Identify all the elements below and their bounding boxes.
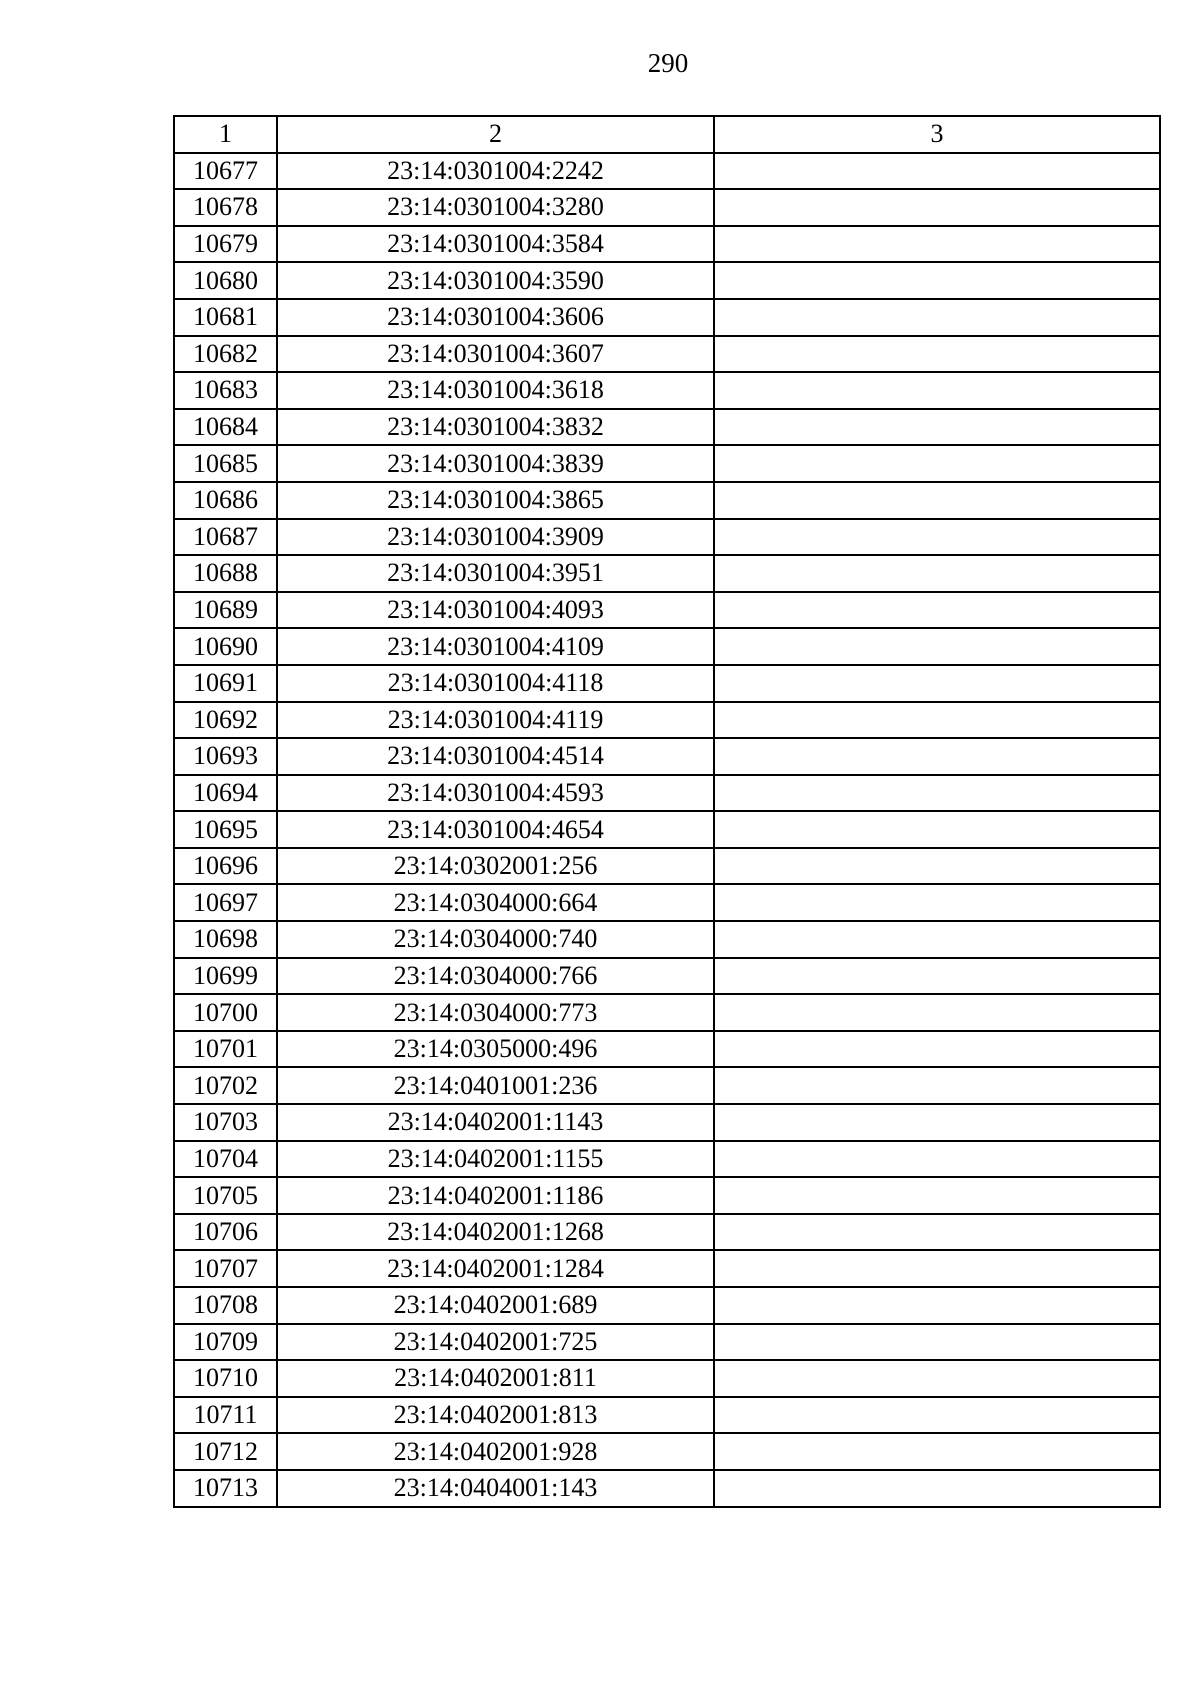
table-row — [174, 1433, 1160, 1470]
row-number-cell: 10692 — [174, 702, 277, 739]
table-row — [174, 775, 1160, 812]
table-row — [174, 665, 1160, 702]
table-row — [174, 555, 1160, 592]
table-row — [174, 372, 1160, 409]
table-body — [174, 153, 1160, 1507]
table-row — [174, 1031, 1160, 1068]
cadastral-number-cell: 23:14:0402001:1155 — [277, 1141, 714, 1178]
row-number-cell: 10678 — [174, 189, 277, 226]
table-row — [174, 519, 1160, 556]
cadastral-number-cell: 23:14:0402001:813 — [277, 1397, 714, 1434]
note-cell — [714, 848, 1160, 885]
row-number-cell: 10696 — [174, 848, 277, 885]
table-row — [174, 189, 1160, 226]
note-cell — [714, 884, 1160, 921]
cadastral-number-cell: 23:14:0305000:496 — [277, 1031, 714, 1068]
cadastral-number-cell: 23:14:0301004:3280 — [277, 189, 714, 226]
row-number-cell: 10700 — [174, 994, 277, 1031]
cadastral-number-cell: 23:14:0402001:1143 — [277, 1104, 714, 1141]
table-row — [174, 958, 1160, 995]
note-cell — [714, 1250, 1160, 1287]
table-row — [174, 445, 1160, 482]
row-number-cell: 10686 — [174, 482, 277, 519]
cadastral-number-cell: 23:14:0302001:256 — [277, 848, 714, 885]
table-header — [174, 116, 1160, 153]
row-number-cell: 10703 — [174, 1104, 277, 1141]
cadastral-number-cell: 23:14:0401001:236 — [277, 1067, 714, 1104]
row-number-cell: 10712 — [174, 1433, 277, 1470]
note-cell — [714, 958, 1160, 995]
table-row — [174, 1287, 1160, 1324]
row-number-cell: 10697 — [174, 884, 277, 921]
cadastral-number-cell: 23:14:0402001:1268 — [277, 1214, 714, 1251]
note-cell — [714, 262, 1160, 299]
row-number-cell: 10711 — [174, 1397, 277, 1434]
table-row — [174, 226, 1160, 263]
row-number-cell: 10708 — [174, 1287, 277, 1324]
note-cell — [714, 189, 1160, 226]
table-row — [174, 811, 1160, 848]
note-cell — [714, 519, 1160, 556]
cadastral-number-cell: 23:14:0301004:4119 — [277, 702, 714, 739]
note-cell — [714, 1104, 1160, 1141]
note-cell — [714, 1397, 1160, 1434]
table-row — [174, 299, 1160, 336]
note-cell — [714, 775, 1160, 812]
note-cell — [714, 592, 1160, 629]
note-cell — [714, 994, 1160, 1031]
cadastral-number-cell: 23:14:0304000:740 — [277, 921, 714, 958]
cadastral-number-cell: 23:14:0301004:3590 — [277, 262, 714, 299]
table-row — [174, 592, 1160, 629]
cadastral-number-cell: 23:14:0301004:3909 — [277, 519, 714, 556]
row-number-cell: 10694 — [174, 775, 277, 812]
table-row — [174, 921, 1160, 958]
row-number-cell: 10683 — [174, 372, 277, 409]
note-cell — [714, 665, 1160, 702]
row-number-cell: 10688 — [174, 555, 277, 592]
header-row — [174, 116, 1160, 153]
table-row — [174, 482, 1160, 519]
cadastral-number-cell: 23:14:0301004:4514 — [277, 738, 714, 775]
note-cell — [714, 811, 1160, 848]
cadastral-number-cell: 23:14:0402001:1186 — [277, 1177, 714, 1214]
row-number-cell: 10687 — [174, 519, 277, 556]
row-number-cell: 10709 — [174, 1324, 277, 1361]
row-number-cell: 10710 — [174, 1360, 277, 1397]
table-row — [174, 848, 1160, 885]
note-cell — [714, 1141, 1160, 1178]
row-number-cell: 10707 — [174, 1250, 277, 1287]
note-cell — [714, 1360, 1160, 1397]
row-number-cell: 10693 — [174, 738, 277, 775]
note-cell — [714, 921, 1160, 958]
note-cell — [714, 299, 1160, 336]
table-row — [174, 153, 1160, 190]
cadastral-number-cell: 23:14:0301004:4593 — [277, 775, 714, 812]
row-number-cell: 10713 — [174, 1470, 277, 1507]
column-header-3: 3 — [714, 116, 1160, 153]
row-number-cell: 10680 — [174, 262, 277, 299]
table-row — [174, 994, 1160, 1031]
note-cell — [714, 1324, 1160, 1361]
row-number-cell: 10690 — [174, 628, 277, 665]
row-number-cell: 10698 — [174, 921, 277, 958]
row-number-cell: 10677 — [174, 153, 277, 190]
table-row — [174, 1470, 1160, 1507]
cadastral-number-cell: 23:14:0301004:3865 — [277, 482, 714, 519]
page-number: 290 — [647, 48, 689, 78]
cadastral-number-cell: 23:14:0301004:4118 — [277, 665, 714, 702]
note-cell — [714, 1177, 1160, 1214]
column-header-2: 2 — [277, 116, 714, 153]
table-row — [174, 1104, 1160, 1141]
table-row — [174, 1141, 1160, 1178]
note-cell — [714, 1433, 1160, 1470]
row-number-cell: 10685 — [174, 445, 277, 482]
cadastral-number-cell: 23:14:0301004:4654 — [277, 811, 714, 848]
table-row — [174, 1067, 1160, 1104]
note-cell — [714, 1214, 1160, 1251]
note-cell — [714, 153, 1160, 190]
row-number-cell: 10682 — [174, 336, 277, 373]
cadastral-number-cell: 23:14:0402001:689 — [277, 1287, 714, 1324]
cadastral-number-cell: 23:14:0301004:3607 — [277, 336, 714, 373]
table-row — [174, 628, 1160, 665]
note-cell — [714, 1067, 1160, 1104]
table-row — [174, 1177, 1160, 1214]
cadastral-number-cell: 23:14:0304000:766 — [277, 958, 714, 995]
cadastral-number-cell: 23:14:0402001:1284 — [277, 1250, 714, 1287]
table-row — [174, 409, 1160, 446]
note-cell — [714, 1031, 1160, 1068]
table-row — [174, 1324, 1160, 1361]
note-cell — [714, 409, 1160, 446]
note-cell — [714, 702, 1160, 739]
row-number-cell: 10691 — [174, 665, 277, 702]
note-cell — [714, 738, 1160, 775]
table-row — [174, 738, 1160, 775]
table-row — [174, 1250, 1160, 1287]
note-cell — [714, 336, 1160, 373]
note-cell — [714, 372, 1160, 409]
cadastral-number-cell: 23:14:0304000:773 — [277, 994, 714, 1031]
cadastral-number-cell: 23:14:0301004:3618 — [277, 372, 714, 409]
note-cell — [714, 226, 1160, 263]
row-number-cell: 10706 — [174, 1214, 277, 1251]
row-number-cell: 10695 — [174, 811, 277, 848]
note-cell — [714, 555, 1160, 592]
cadastral-number-cell: 23:14:0402001:928 — [277, 1433, 714, 1470]
cadastral-number-cell: 23:14:0402001:725 — [277, 1324, 714, 1361]
table-row — [174, 1397, 1160, 1434]
row-number-cell: 10699 — [174, 958, 277, 995]
note-cell — [714, 482, 1160, 519]
note-cell — [714, 628, 1160, 665]
table-row — [174, 262, 1160, 299]
cadastral-number-cell: 23:14:0301004:3832 — [277, 409, 714, 446]
row-number-cell: 10689 — [174, 592, 277, 629]
row-number-cell: 10681 — [174, 299, 277, 336]
cadastral-number-cell: 23:14:0301004:3606 — [277, 299, 714, 336]
table-row — [174, 1214, 1160, 1251]
cadastral-number-cell: 23:14:0301004:4093 — [277, 592, 714, 629]
cadastral-number-cell: 23:14:0404001:143 — [277, 1470, 714, 1507]
row-number-cell: 10702 — [174, 1067, 277, 1104]
row-number-cell: 10679 — [174, 226, 277, 263]
cadastral-number-cell: 23:14:0301004:3584 — [277, 226, 714, 263]
table-row — [174, 336, 1160, 373]
table-row — [174, 884, 1160, 921]
register-table — [173, 115, 1161, 1508]
column-header-1: 1 — [174, 116, 277, 153]
table-row — [174, 1360, 1160, 1397]
row-number-cell: 10684 — [174, 409, 277, 446]
row-number-cell: 10704 — [174, 1141, 277, 1178]
cadastral-number-cell: 23:14:0402001:811 — [277, 1360, 714, 1397]
note-cell — [714, 1470, 1160, 1507]
cadastral-number-cell: 23:14:0301004:4109 — [277, 628, 714, 665]
cadastral-number-cell: 23:14:0304000:664 — [277, 884, 714, 921]
note-cell — [714, 445, 1160, 482]
cadastral-number-cell: 23:14:0301004:3839 — [277, 445, 714, 482]
note-cell — [714, 1287, 1160, 1324]
row-number-cell: 10705 — [174, 1177, 277, 1214]
cadastral-number-cell: 23:14:0301004:2242 — [277, 153, 714, 190]
table-row — [174, 702, 1160, 739]
cadastral-number-cell: 23:14:0301004:3951 — [277, 555, 714, 592]
row-number-cell: 10701 — [174, 1031, 277, 1068]
